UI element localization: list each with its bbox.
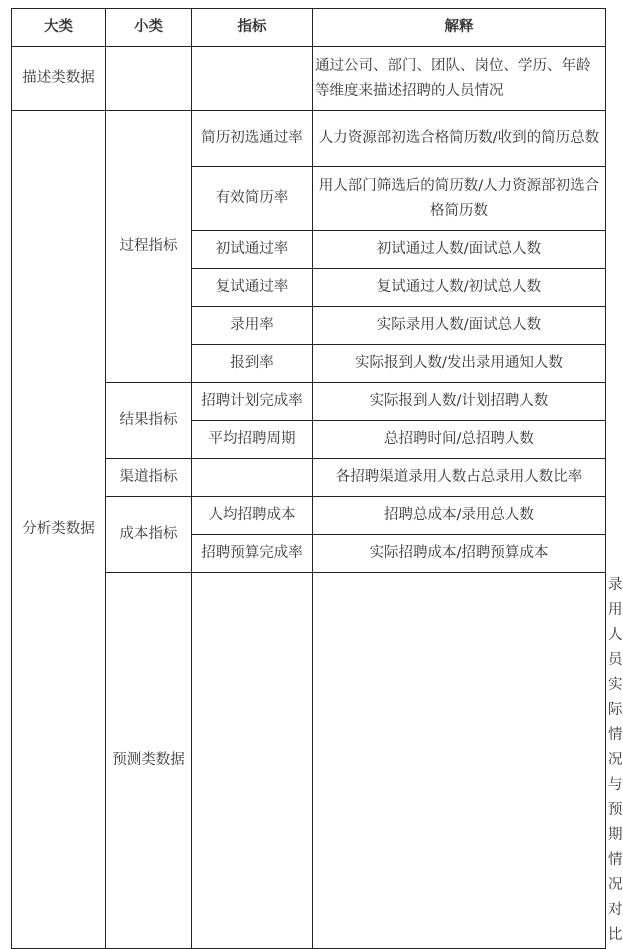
header-category: 大类 — [12, 9, 106, 47]
explanation-cell: 实际报到人数/发出录用通知人数 — [313, 345, 606, 383]
indicator-cell — [313, 573, 606, 949]
indicator-cell: 录用率 — [192, 307, 313, 345]
explanation-cell: 用人部门筛选后的简历数/人力资源部初选合格简历数 — [313, 167, 606, 231]
subcategory-cell — [106, 47, 192, 111]
category-cell: 分析类数据 — [12, 111, 106, 949]
indicator-cell: 报到率 — [192, 345, 313, 383]
explanation-cell: 各招聘渠道录用人数占总录用人数比率 — [313, 459, 606, 497]
subcategory-cell: 渠道指标 — [106, 459, 192, 497]
indicator-cell: 招聘计划完成率 — [192, 383, 313, 421]
explanation-cell: 实际报到人数/计划招聘人数 — [313, 383, 606, 421]
indicator-cell: 人均招聘成本 — [192, 497, 313, 535]
subcategory-cell: 结果指标 — [106, 383, 192, 459]
table-row — [12, 47, 606, 111]
explanation-cell: 人力资源部初选合格简历数/收到的简历总数 — [313, 111, 606, 167]
subcategory-cell — [192, 573, 313, 949]
header-subcategory: 小类 — [106, 9, 192, 47]
explanation-cell: 实际录用人数/面试总人数 — [313, 307, 606, 345]
indicator-cell — [192, 459, 313, 497]
subcategory-cell: 过程指标 — [106, 111, 192, 383]
explanation-cell: 实际招聘成本/招聘预算成本 — [313, 535, 606, 573]
explanation-cell: 通过公司、部门、团队、岗位、学历、年龄等维度来描述招聘的人员情况 — [313, 47, 606, 111]
indicator-cell: 初试通过率 — [192, 231, 313, 269]
category-cell: 描述类数据 — [12, 47, 106, 111]
table-row: 预测类数据 录用人员实际情况与预期情况对比 — [12, 573, 606, 949]
indicator-cell — [192, 47, 313, 111]
indicator-cell: 有效简历率 — [192, 167, 313, 231]
subcategory-cell: 成本指标 — [106, 497, 192, 573]
table-row — [12, 111, 606, 167]
recruitment-metrics-table — [11, 8, 623, 949]
explanation-cell: 复试通过人数/初试总人数 — [313, 269, 606, 307]
indicator-cell: 招聘预算完成率 — [192, 535, 313, 573]
category-cell: 预测类数据 — [106, 573, 192, 949]
explanation-cell: 初试通过人数/面试总人数 — [313, 231, 606, 269]
header-indicator: 指标 — [192, 9, 313, 47]
indicator-cell: 复试通过率 — [192, 269, 313, 307]
table-header-row — [12, 9, 606, 47]
header-explanation: 解释 — [313, 9, 606, 47]
indicator-cell: 简历初选通过率 — [192, 111, 313, 167]
explanation-cell: 总招聘时间/总招聘人数 — [313, 421, 606, 459]
indicator-cell: 平均招聘周期 — [192, 421, 313, 459]
explanation-cell: 招聘总成本/录用总人数 — [313, 497, 606, 535]
